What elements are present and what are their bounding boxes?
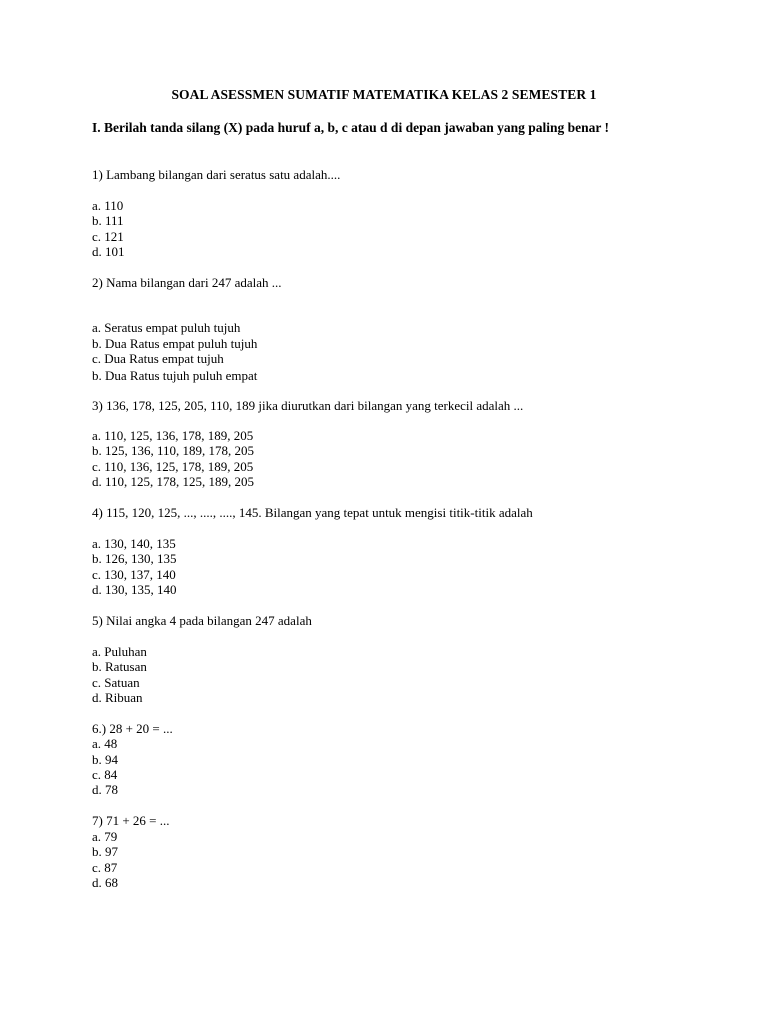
question-2-text: 2) Nama bilangan dari 247 adalah ... (92, 275, 282, 290)
question-4-text: 4) 115, 120, 125, ..., ...., ...., 145. Bilangan yang tepat untuk mengisi titik-titik adalah (92, 505, 533, 520)
instruction-text: I. Berilah tanda silang (X) pada huruf a, b, c atau d di depan jawaban yang paling benar ! (92, 120, 609, 135)
question-3-option-d: d. 110, 125, 178, 125, 189, 205 (92, 474, 255, 489)
question-1-option-c: c. 121 (92, 229, 124, 244)
question-3-text: 3) 136, 178, 125, 205, 110, 189 jika diurutkan dari bilangan yang terkecil adalah ... (92, 398, 524, 413)
question-1-text: 1) Lambang bilangan dari seratus satu adalah.... (92, 167, 341, 182)
question-3-option-c: c. 110, 136, 125, 178, 189, 205 (92, 459, 254, 474)
question-5-option-c: c. Satuan (92, 675, 140, 690)
question-4-option-c: c. 130, 137, 140 (92, 567, 176, 582)
question-7-option-c: c. 87 (92, 860, 118, 875)
question-5-option-a: a. Puluhan (92, 644, 147, 659)
question-2-option-b: b. Dua Ratus empat puluh tujuh (92, 336, 258, 351)
question-7-option-a: a. 79 (92, 829, 118, 844)
question-5-option-d: d. Ribuan (92, 690, 143, 705)
question-3-option-a: a. 110, 125, 136, 178, 189, 205 (92, 428, 254, 443)
question-6-option-d: d. 78 (92, 782, 118, 797)
question-2-option-a: a. Seratus empat puluh tujuh (92, 320, 241, 335)
question-7-option-d: d. 68 (92, 875, 118, 890)
question-1-option-a: a. 110 (92, 198, 124, 213)
question-7-text: 7) 71 + 26 = ... (92, 813, 170, 828)
question-2-option-d: b. Dua Ratus tujuh puluh empat (92, 368, 258, 383)
question-6-option-a: a. 48 (92, 736, 118, 751)
question-4-option-d: d. 130, 135, 140 (92, 582, 177, 597)
question-5-option-b: b. Ratusan (92, 659, 147, 674)
question-1-option-b: b. 111 (92, 213, 124, 228)
question-5-text: 5) Nilai angka 4 pada bilangan 247 adalah (92, 613, 312, 628)
question-4-option-b: b. 126, 130, 135 (92, 551, 177, 566)
page-title: SOAL ASESSMEN SUMATIF MATEMATIKA KELAS 2 SEMESTER 1 (171, 87, 597, 102)
question-6-text: 6.) 28 + 20 = ... (92, 721, 173, 736)
question-4-option-a: a. 130, 140, 135 (92, 536, 176, 551)
question-3-option-b: b. 125, 136, 110, 189, 178, 205 (92, 443, 255, 458)
question-6-option-b: b. 94 (92, 752, 118, 767)
question-7-option-b: b. 97 (92, 844, 118, 859)
question-2-option-c: c. Dua Ratus empat tujuh (92, 351, 224, 366)
question-6-option-c: c. 84 (92, 767, 118, 782)
question-1-option-d: d. 101 (92, 244, 125, 259)
